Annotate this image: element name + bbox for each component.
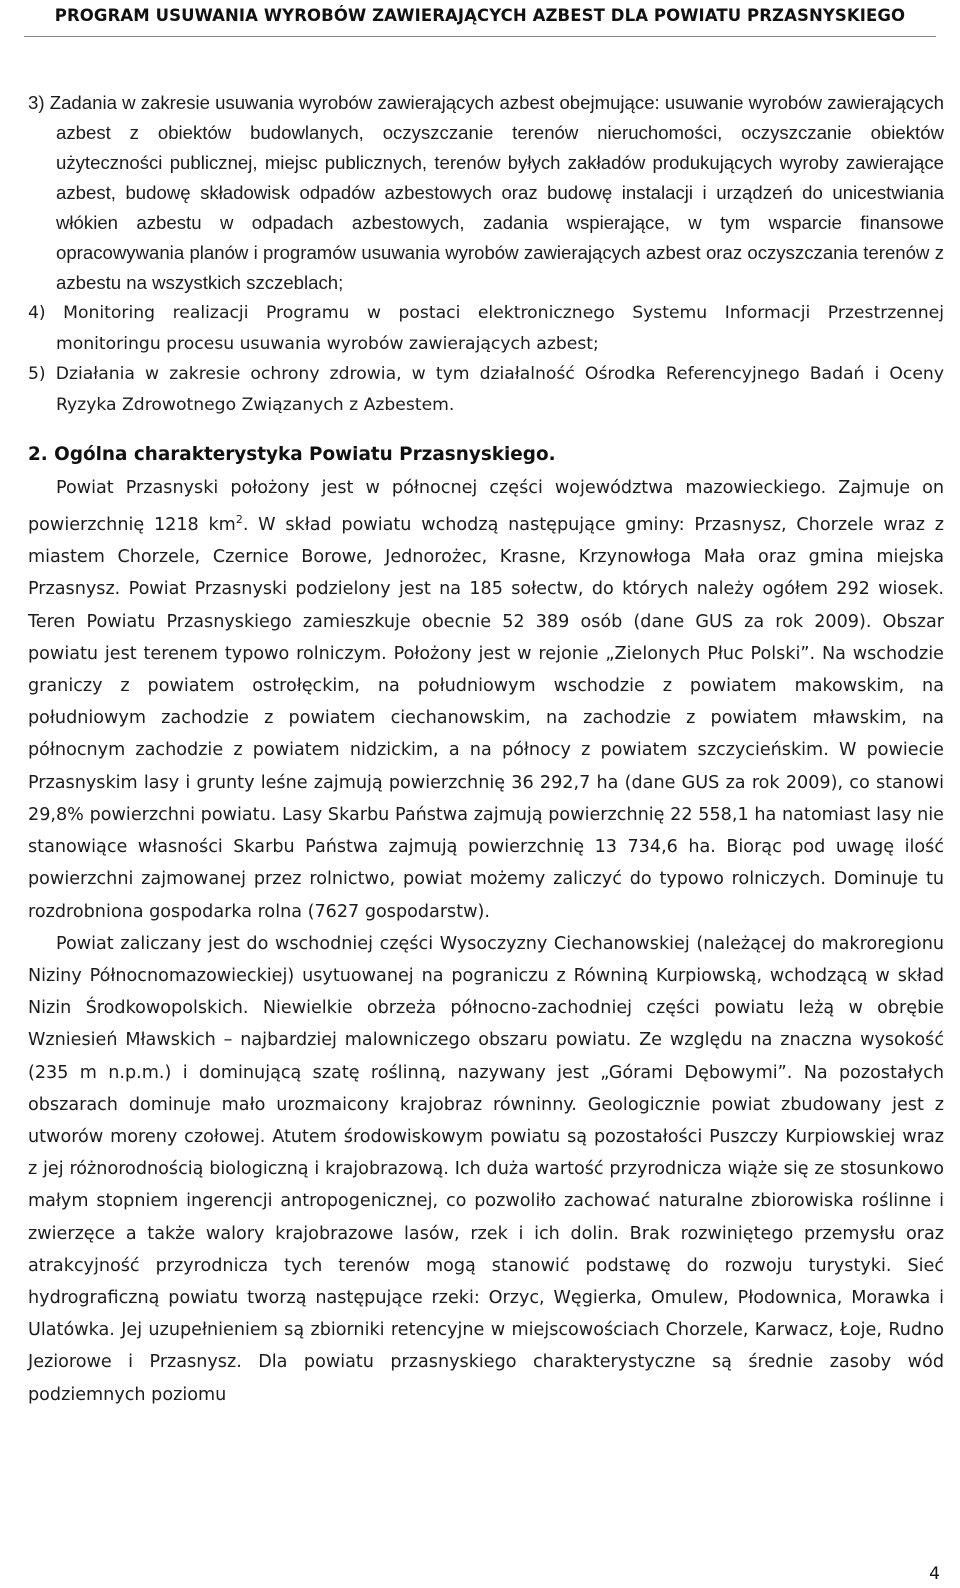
- paragraph-1-text-b: . W skład powiatu wchodzą następujące gminy: Przasnysz, Chorzele wraz z miastem Chorzele, Czernice Borowe, Jednorożec, Krasne, Krzynowłoga Mała oraz gmina miejska Przasnysz. Powiat Przasnyski podzielony jest na 185 sołectw, do których należy ogółem 292 wiosek. Teren Powiatu Przasnyskiego zamieszkuje obecnie 52 389 osób (dane GUS za rok 2009). Obszar powiatu jest terenem typowo rolniczym. Położony jest w rejonie „Zielonych Płuc Polski”. Na wschodzie graniczy z powiatem ostrołęckim, na południowym wschodzie z powiatem makowskim, na południowym zachodzie z powiatem ciechanowskim, na zachodzie z powiatem mławskim, na północnym zachodzie z powiatem nidzickim, a na północy z powiatem szczycieńskim. W powiecie Przasnyskim lasy i grunty leśne zajmują powierzchnię 36 292,7 ha (dane GUS za rok 2009), co stanowi 29,8% powierzchni powiatu. Lasy Skarbu Państwa zajmują powierzchnię 22 558,1 ha natomiast lasy nie stanowiące własności Skarbu Państwa zajmują powierzchnię 13 734,6 ha. Biorąc pod uwagę ilość powierzchni zajmowanej przez rolnictwo, powiat możemy zaliczyć do typowo rolniczych. Dominuje tu rozdrobniona gospodarka rolna (7627 gospodarstw).: [28, 515, 945, 922]
- list-item-3: 3) Zadania w zakresie usuwania wyrobów zawierających azbest obejmujące: usuwanie wyrobów zawierających azbest z obiektów budowlanych, oczyszczanie terenów nieruchomości, oczyszczanie obiektów użyteczności publicznej, miejsc publicznych, terenów byłych zakładów produkujących wyroby zawierające azbest, budowę składowisk odpadów azbestowych oraz budowę instalacji i urządzeń do unicestwiania włókien azbestu w odpadach azbestowych, zadania wspierające, w tym wsparcie finansowe opracowywania planów i programów usuwania wyrobów zawierających azbest oraz oczyszczania terenów z azbestu na wszystkich szczeblach;: [28, 92, 944, 293]
- section-heading: 2. Ogólna charakterystyka Powiatu Przasnyskiego.: [28, 444, 556, 465]
- page-number: 4: [929, 1564, 940, 1584]
- paragraph-1-text-a: Powiat Przasnyski położony jest w północnej części województwa mazowieckiego. Zajmuje on powierzchnię 1218 km: [28, 478, 944, 536]
- list-item-5: 5) Działania w zakresie ochrony zdrowia, w tym działalność Ośrodka Referencyjnego Badań i Oceny Ryzyka Zdrowotnego Związanych z Azbestem.: [28, 364, 944, 415]
- paragraph-2: Powiat zaliczany jest do wschodniej części Wysoczyzny Ciechanowskiej (należącej do makroregionu Niziny Północnomazowieckiej) usytuowanej na pograniczu z Równiną Kurpiowską, wchodzącą w skład Nizin Środkowopolskich. Niewielkie obrzeża północno-zachodniej części powiatu leżą w obrębie Wzniesień Mławskich – najbardziej malowniczego obszaru powiatu. Ze względu na znaczna wysokość (235 m n.p.m.) i dominującą szatę roślinną, nazywany jest „Górami Dębowymi”. Na pozostałych obszarach dominuje mało urozmaicony krajobraz równinny. Geologicznie powiat zbudowany jest z utworów moreny czołowej. Atutem środowiskowym powiatu są pozostałości Puszczy Kurpiowskiej wraz z jej różnorodnością biologiczną i krajobrazową. Ich duża wartość przyrodnicza wiąże się ze stosunkowo małym stopniem ingerencji antropogenicznej, co pozwoliło zachować naturalne zbiorowiska roślinne i zwierzęce a także walory krajobrazowe lasów, rzek i ich dolin. Brak rozwiniętego przemysłu oraz atrakcyjność przyrodnicza tych terenów mogą stanowić podstawę do rozwoju turystyki. Sieć hydrograficzną powiatu tworzą następujące rzeki: Orzyc, Węgierka, Omulew, Płodownica, Morawka i Ulatówka. Jej uzupełnieniem są zbiorniki retencyjne w miejscowościach Chorzele, Karwacz, Łoje, Rudno Jeziorowe i Przasnysz. Dla powiatu przasnyskiego charakterystyczne są średnie zasoby wód podziemnych poziomu: [28, 933, 944, 1405]
- header-divider: [24, 36, 936, 37]
- superscript-2: 2: [235, 513, 243, 527]
- list-item-4: 4) Monitoring realizacji Programu w postaci elektronicznego Systemu Informacji Przestrzennej monitoringu procesu usuwania wyrobów zawierających azbest;: [28, 303, 944, 354]
- document-body: [28, 88, 944, 1411]
- page-header: PROGRAM USUWANIA WYROBÓW ZAWIERAJĄCYCH AZBEST DLA POWIATU PRZASNYSKIEGO: [54, 6, 906, 25]
- paragraph-1: [28, 472, 944, 928]
